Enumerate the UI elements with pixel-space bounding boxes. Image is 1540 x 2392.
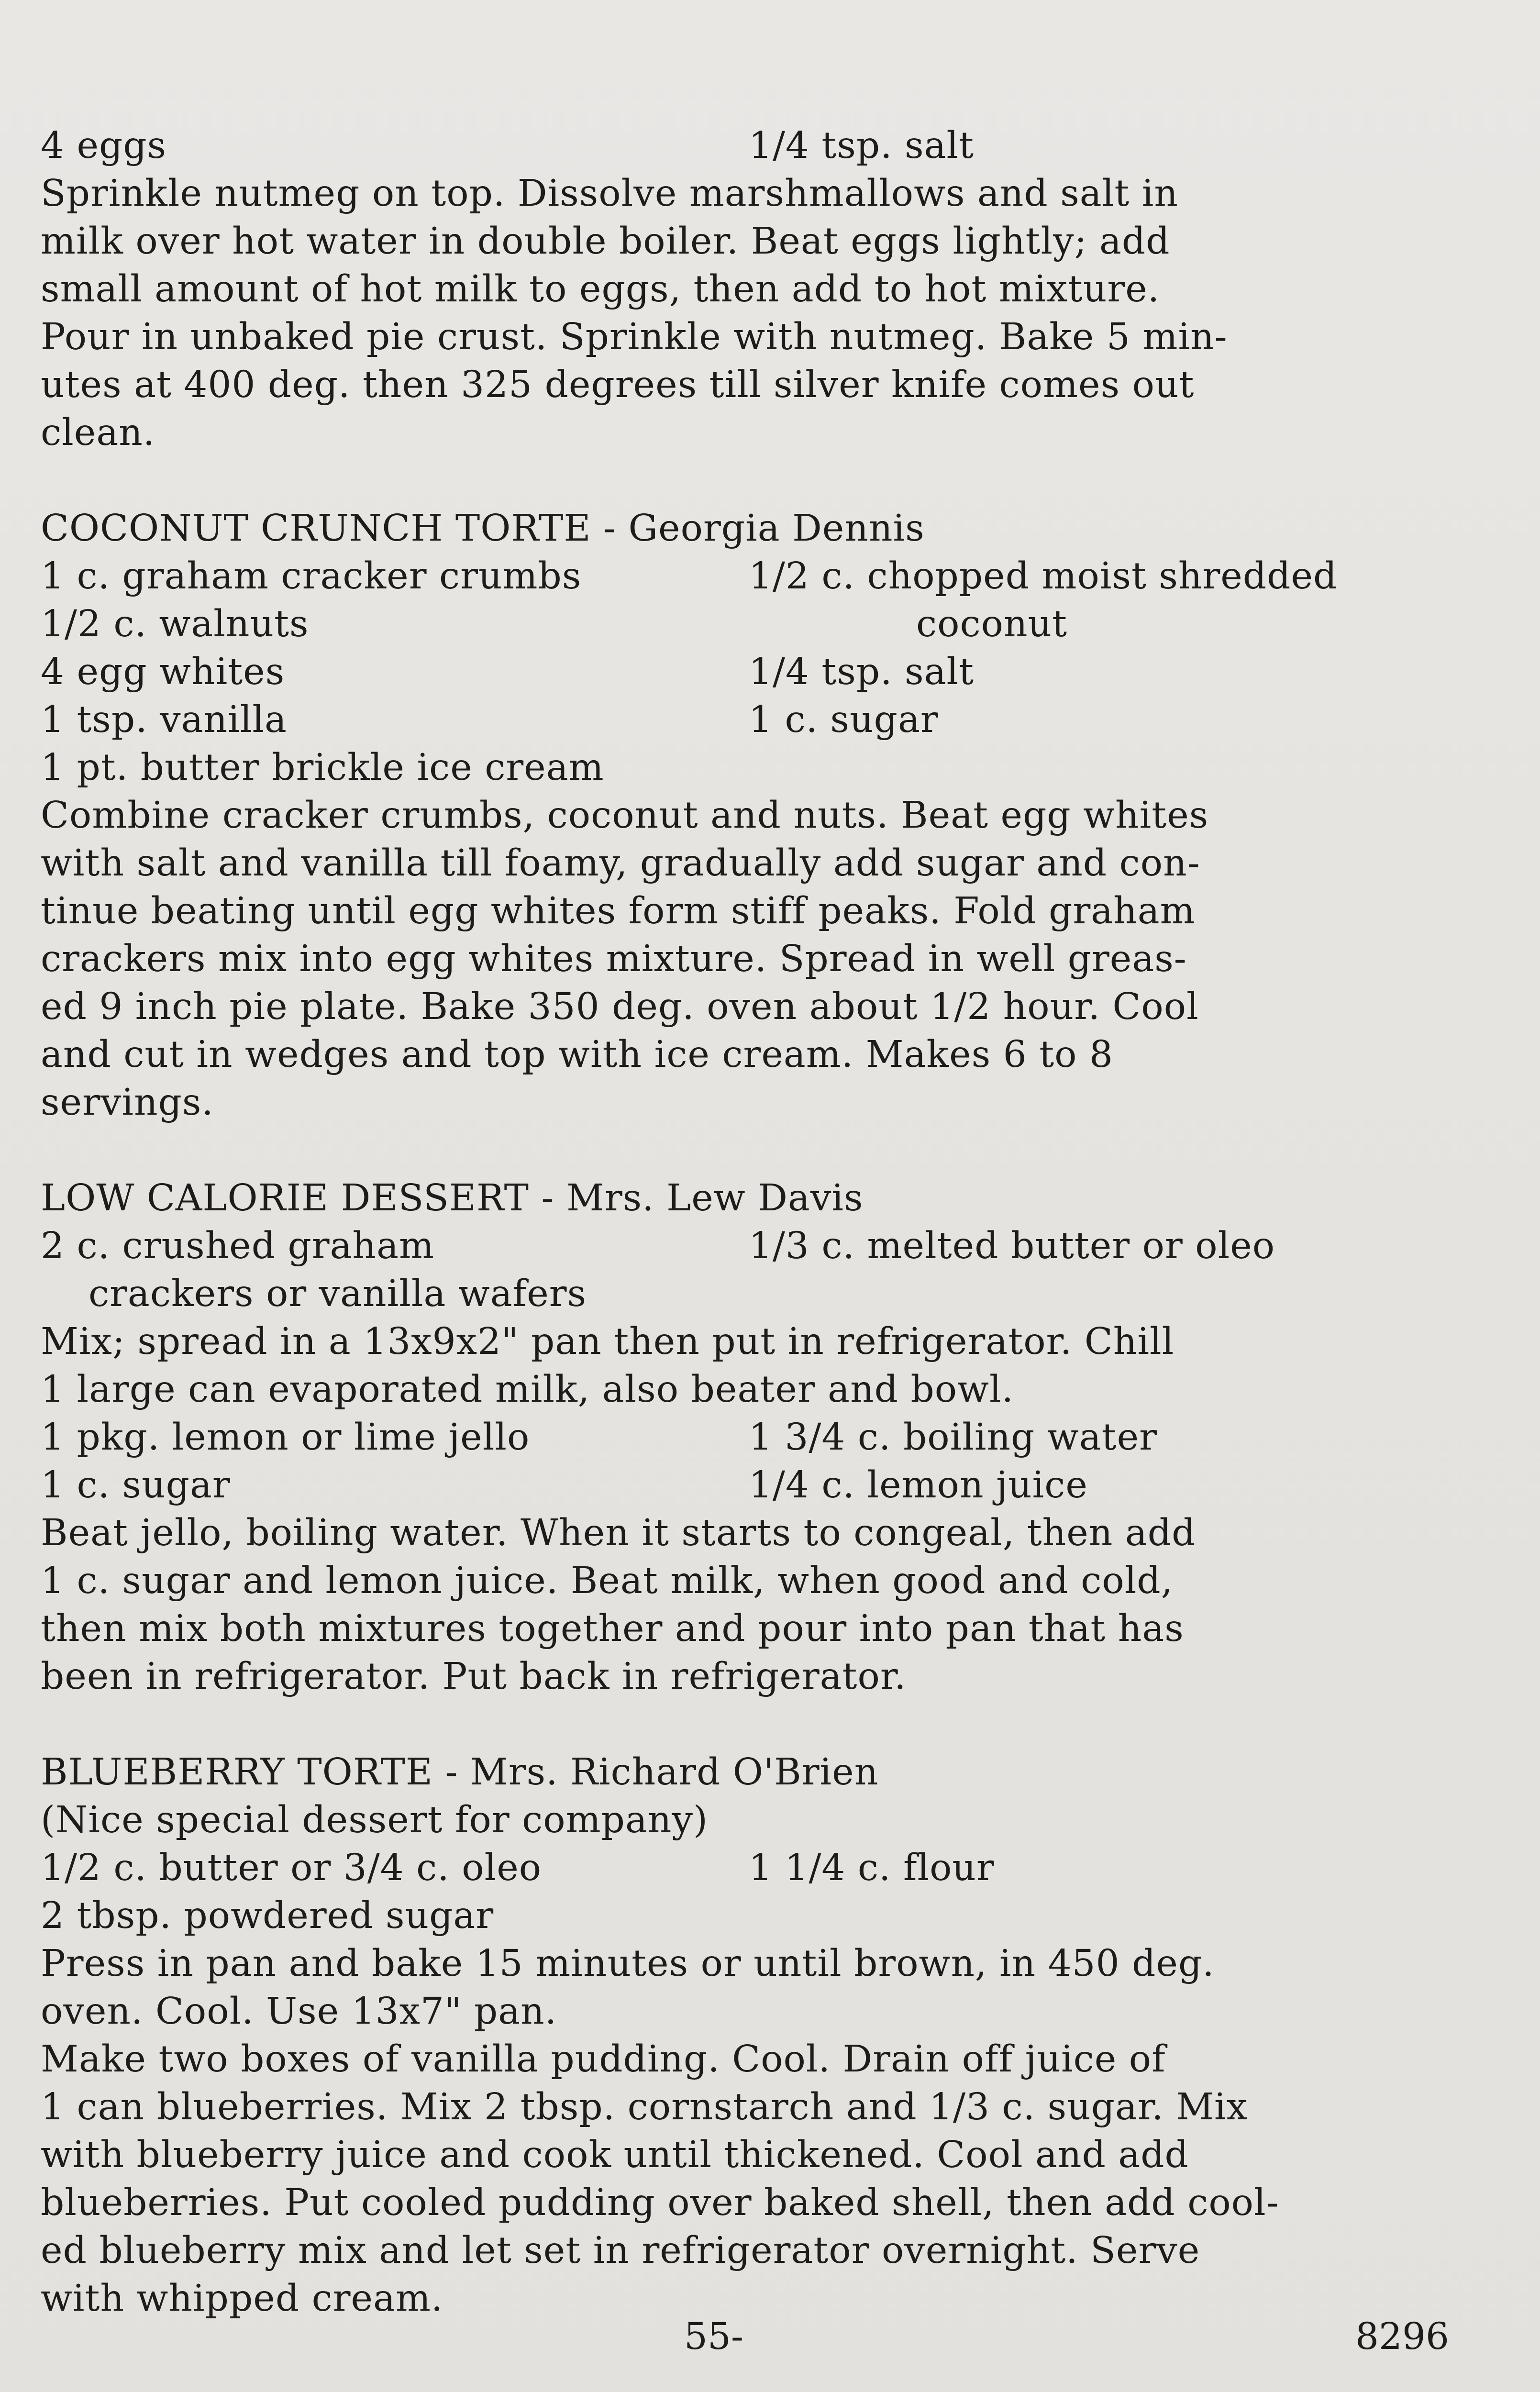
text-line: Sprinkle nutmeg on top. Dissolve marshmallows and salt in xyxy=(41,172,1178,215)
page-footer xyxy=(0,2311,1540,2363)
page-number: 55- xyxy=(684,2315,743,2358)
text-line: 1 large can evaporated milk, also beater and bowl. xyxy=(41,1368,1014,1411)
ingredient: 1/4 c. lemon juice xyxy=(749,1464,1088,1506)
recipe-title: BLUEBERRY TORTE - Mrs. Richard O'Brien xyxy=(41,1751,879,1794)
text-line: servings. xyxy=(41,1081,214,1124)
ingredient: 1 c. sugar xyxy=(749,698,939,741)
text-line: with whipped cream. xyxy=(41,2277,443,2320)
text-line: Combine cracker crumbs, coconut and nuts. Beat egg whites xyxy=(41,794,1209,837)
ingredient: 1/4 tsp. salt xyxy=(749,651,975,693)
text-line: ed blueberry mix and let set in refrigerator overnight. Serve xyxy=(41,2229,1200,2272)
ingredient-row xyxy=(41,1414,1505,1462)
ingredient: 1 3/4 c. boiling water xyxy=(749,1416,1157,1459)
print-code: 8296 xyxy=(1355,2315,1449,2358)
text-line: ed 9 inch pie plate. Bake 350 deg. oven about 1/2 hour. Cool xyxy=(41,986,1199,1028)
recipe-title: LOW CALORIE DESSERT - Mrs. Lew Davis xyxy=(41,1177,864,1219)
ingredient: 1/2 c. walnuts xyxy=(41,603,309,645)
ingredient-row xyxy=(41,648,1505,696)
text-line: Beat jello, boiling water. When it starts to congeal, then add xyxy=(41,1512,1196,1554)
ingredient-row xyxy=(41,1844,1505,1892)
text-line: oven. Cool. Use 13x7" pan. xyxy=(41,1990,557,2033)
text-line: and cut in wedges and top with ice cream. Makes 6 to 8 xyxy=(41,1033,1113,1076)
text-line: blueberries. Put cooled pudding over baked shell, then add cool- xyxy=(41,2182,1279,2224)
ingredient: coconut xyxy=(916,603,1068,645)
text-line: with blueberry juice and cook until thickened. Cool and add xyxy=(41,2134,1189,2176)
text-line: with salt and vanilla till foamy, gradually add sugar and con- xyxy=(41,842,1200,885)
ingredient-row xyxy=(41,1462,1505,1509)
ingredient: 1/2 c. chopped moist shredded xyxy=(749,555,1338,598)
ingredient-row xyxy=(41,122,1505,170)
text-line: Mix; spread in a 13x9x2" pan then put in refrigerator. Chill xyxy=(41,1320,1174,1363)
text-line: Press in pan and bake 15 minutes or until brown, in 450 deg. xyxy=(41,1942,1215,1985)
ingredient-row xyxy=(41,600,1505,648)
text-line: clean. xyxy=(41,411,155,454)
ingredient-row xyxy=(41,696,1505,744)
spacer xyxy=(41,1127,1505,1174)
text-line: tinue beating until egg whites form stiff peaks. Fold graham xyxy=(41,890,1196,932)
ingredient: 1 c. sugar xyxy=(41,1464,231,1506)
text-line: 1 can blueberries. Mix 2 tbsp. cornstarch and 1/3 c. sugar. Mix xyxy=(41,2086,1248,2128)
text-line: 1 c. sugar and lemon juice. Beat milk, when good and cold, xyxy=(41,1560,1174,1602)
recipe-title: COCONUT CRUNCH TORTE - Georgia Dennis xyxy=(41,507,925,550)
text-line: milk over hot water in double boiler. Beat eggs lightly; add xyxy=(41,220,1170,263)
text-line: utes at 400 deg. then 325 degrees till silver knife comes out xyxy=(41,364,1195,406)
ingredient: 4 eggs xyxy=(41,124,167,167)
ingredient: 1/2 c. butter or 3/4 c. oleo xyxy=(41,1847,542,1889)
text-line: small amount of hot milk to eggs, then add to hot mixture. xyxy=(41,268,1160,310)
spacer xyxy=(41,457,1505,505)
ingredient: 2 tbsp. powdered sugar xyxy=(41,1894,494,1937)
page-content xyxy=(41,122,1505,2323)
text-line: Make two boxes of vanilla pudding. Cool. Drain off juice of xyxy=(41,2038,1166,2081)
ingredient: 1 1/4 c. flour xyxy=(749,1847,995,1889)
ingredient: 1 tsp. vanilla xyxy=(41,698,287,741)
ingredient: 1/4 tsp. salt xyxy=(749,124,975,167)
ingredient-row xyxy=(41,553,1505,600)
text-line: then mix both mixtures together and pour into pan that has xyxy=(41,1607,1184,1650)
ingredient: 1 pt. butter brickle ice cream xyxy=(41,746,604,789)
ingredient: crackers or vanilla wafers xyxy=(89,1273,587,1315)
ingredient: 2 c. crushed graham xyxy=(41,1225,435,1267)
ingredient: 4 egg whites xyxy=(41,651,285,693)
spacer xyxy=(41,1701,1505,1749)
ingredient-row xyxy=(41,1222,1505,1270)
ingredient: 1 c. graham cracker crumbs xyxy=(41,555,582,598)
text-line: Pour in unbaked pie crust. Sprinkle with nutmeg. Bake 5 min- xyxy=(41,316,1228,358)
ingredient: 1 pkg. lemon or lime jello xyxy=(41,1416,530,1459)
ingredient: 1/3 c. melted butter or oleo xyxy=(749,1225,1275,1267)
text-line: crackers mix into egg whites mixture. Spread in well greas- xyxy=(41,938,1187,980)
recipe-subtitle: (Nice special dessert for company) xyxy=(41,1799,708,1841)
text-line: been in refrigerator. Put back in refrigerator. xyxy=(41,1655,907,1698)
